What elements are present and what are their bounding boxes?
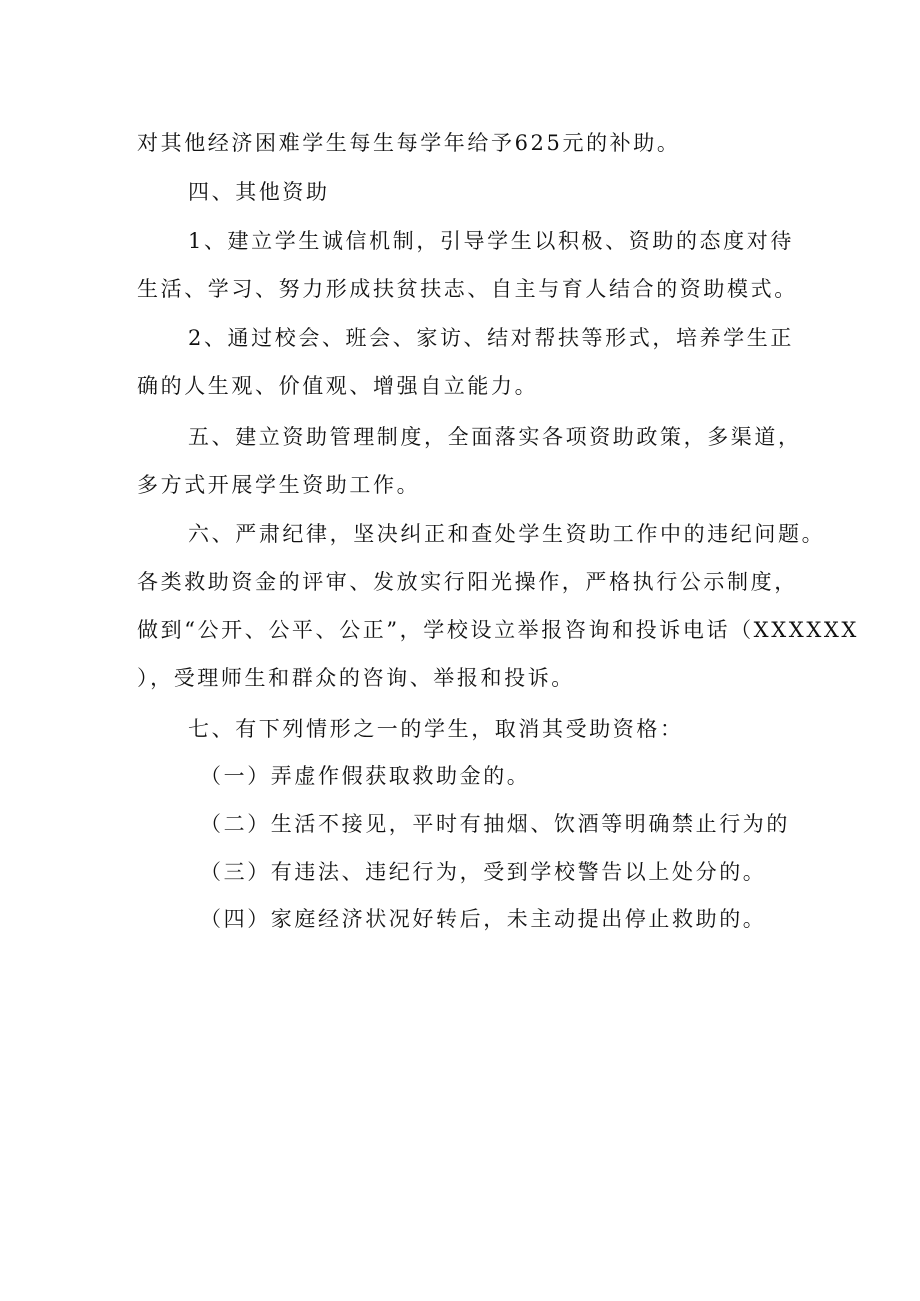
list-item: （三）有违法、违纪行为，受到学校警告以上处分的。	[200, 860, 767, 884]
section-heading: 六、严肃纪律，坚决纠正和查处学生资助工作中的违纪问题。	[188, 522, 826, 546]
text-line: 做到“公开、公平、公正”，学校设立举报咨询和投诉电话（XXXXXX	[137, 618, 859, 642]
text-line: 对其他经济困难学生每生每学年给予625元的补助。	[137, 131, 681, 155]
text-line: 确的人生观、价值观、增强自立能力。	[137, 374, 539, 398]
text-line: 各类救助资金的评审、发放实行阳光操作，严格执行公示制度，	[137, 570, 798, 594]
list-item: （一）弄虚作假获取救助金的。	[200, 764, 531, 788]
text-line: 多方式开展学生资助工作。	[137, 473, 421, 497]
text-line: 生活、学习、努力形成扶贫扶志、自主与育人结合的资助模式。	[137, 277, 798, 301]
section-heading: 五、建立资助管理制度，全面落实各项资助政策，多渠道，	[188, 425, 802, 449]
section-heading: 四、其他资助	[188, 180, 330, 204]
text-line: 1、建立学生诚信机制，引导学生以积极、资助的态度对待	[188, 229, 794, 253]
section-heading: 七、有下列情形之一的学生，取消其受助资格：	[188, 717, 684, 741]
list-item: （四）家庭经济状况好转后，未主动提出停止救助的。	[200, 907, 767, 931]
text-line: 2、通过校会、班会、家访、结对帮扶等形式，培养学生正	[188, 326, 794, 350]
text-line: ），受理师生和群众的咨询、举报和投诉。	[137, 666, 575, 690]
list-item: （二）生活不接见，平时有抽烟、饮酒等明确禁止行为的	[200, 812, 790, 836]
